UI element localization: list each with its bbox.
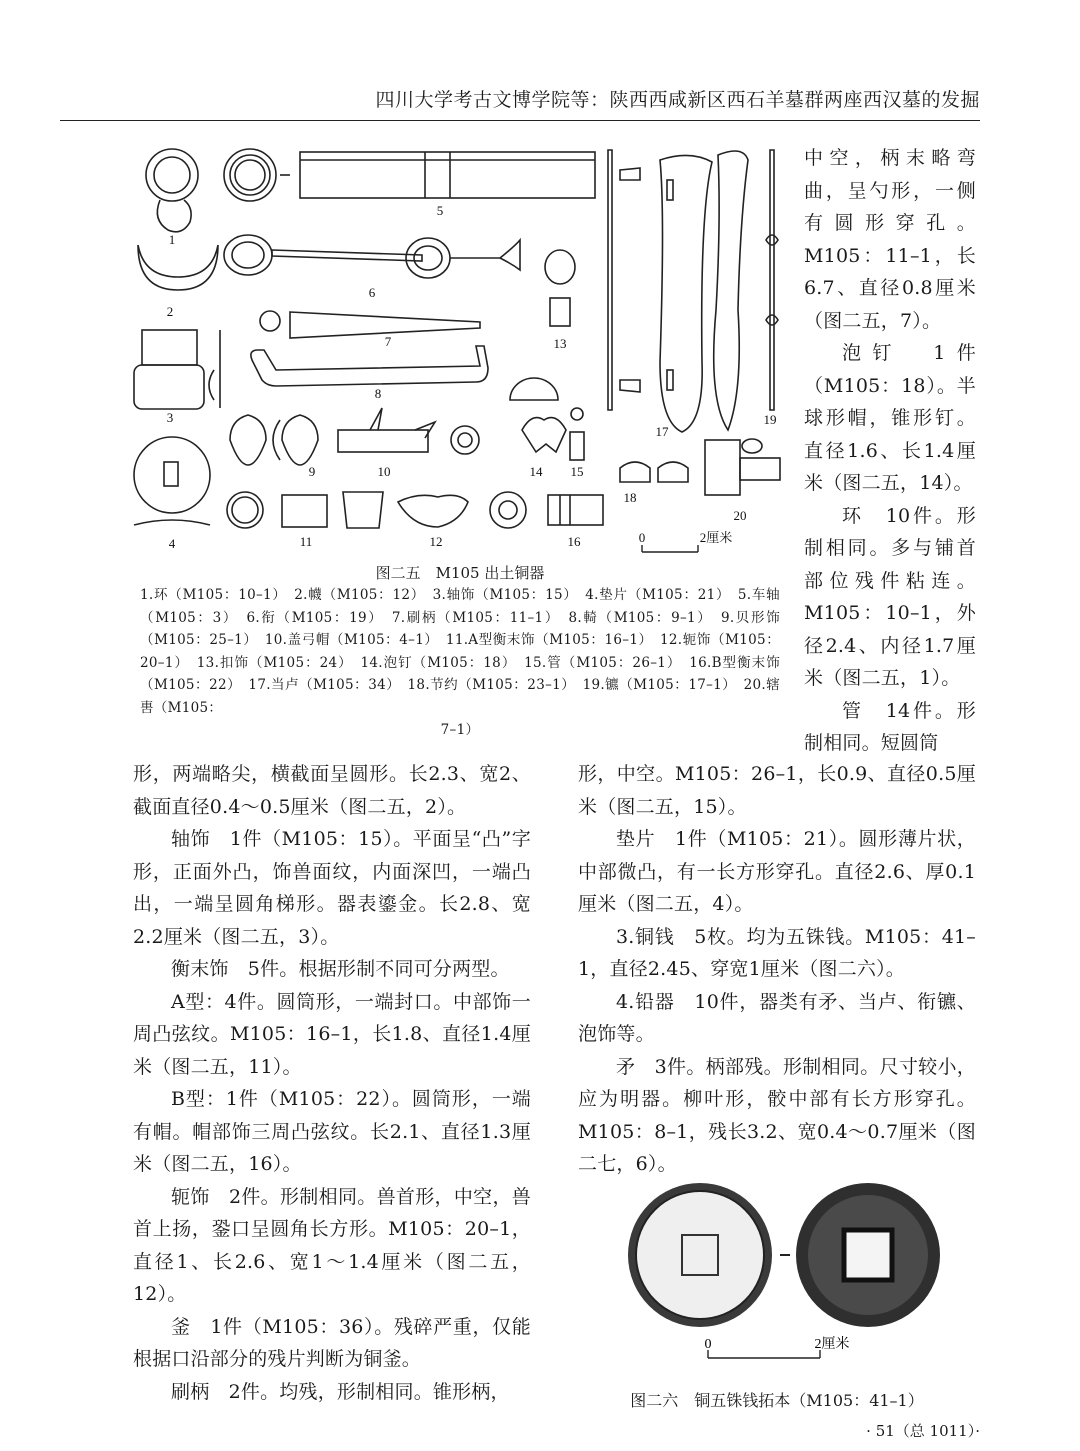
figure-label: 10 [377, 464, 391, 479]
figure-label: 20 [733, 508, 747, 523]
paragraph: 形，中空。M105：26–1，长0.9、直径0.5厘米（图二五，15）。 [578, 763, 976, 818]
paragraph: 刷柄 2件。均残，形制相同。锥形柄， [171, 1380, 510, 1403]
left-text-column [133, 758, 531, 1408]
paragraph: 垫片 1件（M105：21）。圆形薄片状，中部微凸，有一长方形穿孔。直径2.6、厚0.1厘米（图二五，4）。 [578, 828, 976, 915]
paragraph: 矛 3件。柄部残。形制相同。尺寸较小，应为明器。柳叶形，骹中部有长方形穿孔。M105：8–1，残长3.2、宽0.4～0.7厘米（图二七，6）。 [578, 1055, 976, 1175]
figure-label: 9 [308, 464, 316, 479]
figure-label: 1 [168, 232, 176, 247]
figure-26-coin-rubbing [620, 1180, 940, 1380]
running-title: 四川大学考古文博学院等：陕西西咸新区西石羊墓群两座西汉墓的发掘 [375, 89, 980, 111]
figure-label: 13 [553, 336, 567, 351]
paragraph: 3.铜钱 5枚。均为五铢钱。M105：41–1，直径2.45、穿宽1厘米（图二六）。 [578, 925, 976, 980]
paragraph: 轴饰 1件（M105：15）。平面呈“凸”字形，正面外凸，饰兽面纹，内面深凹，一端凸出，一端呈圆角梯形。器表鎏金。长2.8、宽2.2厘米（图二五，3）。 [133, 828, 531, 948]
figure-label: 15 [570, 464, 584, 479]
paragraph: 衡末饰 5件。根据形制不同可分两型。 [171, 958, 510, 980]
figure-label: 14 [529, 464, 543, 479]
figure-25-drawings [130, 140, 790, 560]
artifact-a-type-end-drawing [282, 495, 327, 527]
paragraph: B型：1件（M105：22）。圆筒形，一端有帽。帽部饰三周凸弦纹。长2.1、直径1.3厘米（图二五，16）。 [133, 1088, 531, 1175]
artifact-cowrie-drawing [230, 415, 266, 465]
artifact-b-type-end-drawing [548, 495, 603, 525]
right-text-column [578, 758, 976, 1181]
paragraph: 泡钉 1件（M105：18）。半球形帽，锥形钉。直径1.6、长1.4厘米（图二五，14）。 [804, 342, 976, 494]
figure-25-caption-list: 1.环（M105：10–1） 2.幭（M105：12） 3.轴饰（M105：15） 4.垫片（M105：21） 5.车轴（M105：3） 6.衔（M105：19） 7.刷柄（M105：11–1） 8.輢（M105：9–1） 9.贝形饰（M105：25–1） 10.盖弓帽（M105：4–1） 11.A型衡末饰（M105：16–1） 12.轭饰（M105：20–1） 13.扣饰（M105：24） 14.泡钉（M105：18） 15.管（M105：26–1） 16.B型衡末饰（M105：22） 17.当卢（M105：34） 18.节约（M105：23–1） 19.镳（M105：17–1） 20.辖軎（M105： [140, 587, 780, 716]
scale-zero: 0 [638, 530, 646, 545]
artifact-yoke-ornament-drawing [343, 492, 383, 528]
figure-label: 8 [374, 386, 382, 401]
figure-25-caption-body [140, 584, 780, 742]
scale-zero: 0 [704, 1337, 712, 1352]
figure-26-caption: 图二六 铜五铢钱拓本（M105：41–1） [630, 1391, 924, 1410]
paragraph: 釜 1件（M105：36）。残碎严重，仅能根据口沿部分的残片判断为铜釜。 [133, 1315, 531, 1370]
artifact-axle-cap-drawing [705, 440, 740, 495]
artifact-cheekpiece-drawing [770, 150, 774, 410]
figure25-scale-bar [639, 530, 733, 552]
figure-26-svg [620, 1180, 940, 1380]
figure-label: 11 [299, 534, 313, 549]
paragraph: 形，两端略尖，横截面呈圆形。长2.3、宽2、截面直径0.4～0.5厘米（图二五，2）。 [133, 763, 531, 818]
running-header [60, 80, 980, 121]
paragraph: 轭饰 2件。形制相同。兽首形，中空，兽首上扬，銎口呈圆角长方形。M105：20–1，直径1、长2.6、宽1～1.4厘米（图二五，12）。 [133, 1185, 531, 1305]
figure26-scale-bar [705, 1335, 850, 1358]
artifact-shaft-ornament-drawing [134, 365, 204, 409]
figure-label: 4 [168, 536, 176, 551]
figure-label: 7 [384, 334, 392, 349]
artifact-axle-drawing [300, 152, 595, 198]
artifact-yi-drawing [251, 346, 488, 386]
paragraph: A型：4件。圆筒形，一端封口。中部饰一周凸弦纹。M105：16–1，长1.8、直径1.4厘米（图二五，11）。 [133, 990, 531, 1078]
scale-length: 2厘米 [699, 530, 733, 545]
figure-label: 16 [567, 534, 581, 549]
scale-length: 2厘米 [814, 1337, 850, 1352]
figure-label: 5 [436, 203, 444, 218]
figure-label: 19 [763, 412, 777, 427]
page-number: · 51（总 1011）· [866, 1422, 980, 1440]
figure-label: 17 [655, 424, 669, 439]
figure-label: 6 [368, 285, 376, 300]
paragraph: 中空，柄末略弯曲，呈勺形，一侧有圆形穿孔。M105：11–1，长6.7、直径0.8厘米（图二五，7）。 [804, 147, 976, 332]
figure-25-svg [130, 140, 790, 560]
figure-label: 18 [623, 490, 637, 505]
figure-25-caption-tail: 7–1） [440, 722, 480, 738]
paragraph: 环 10件。形制相同。多与铺首部位残件粘连。M105：10–1，外径2.4、内径1.7厘米（图二五，1）。 [804, 504, 976, 689]
paragraph: 管 14件。形制相同。短圆筒 [804, 699, 976, 754]
figure-label: 2 [166, 304, 174, 319]
figure-25-caption-title: 图二五 M105 出土铜器 [375, 564, 545, 582]
narrow-text-column [804, 142, 976, 760]
artifact-crescent-drawing [138, 245, 218, 290]
artifact-umbrella-cap-drawing [338, 430, 428, 452]
figure-label: 3 [166, 410, 174, 425]
paragraph: 4.铅器 10件，器类有矛、当卢、衔镳、泡饰等。 [578, 990, 976, 1045]
figure-label: 12 [429, 534, 443, 549]
artifact-washer-drawing [134, 437, 210, 513]
